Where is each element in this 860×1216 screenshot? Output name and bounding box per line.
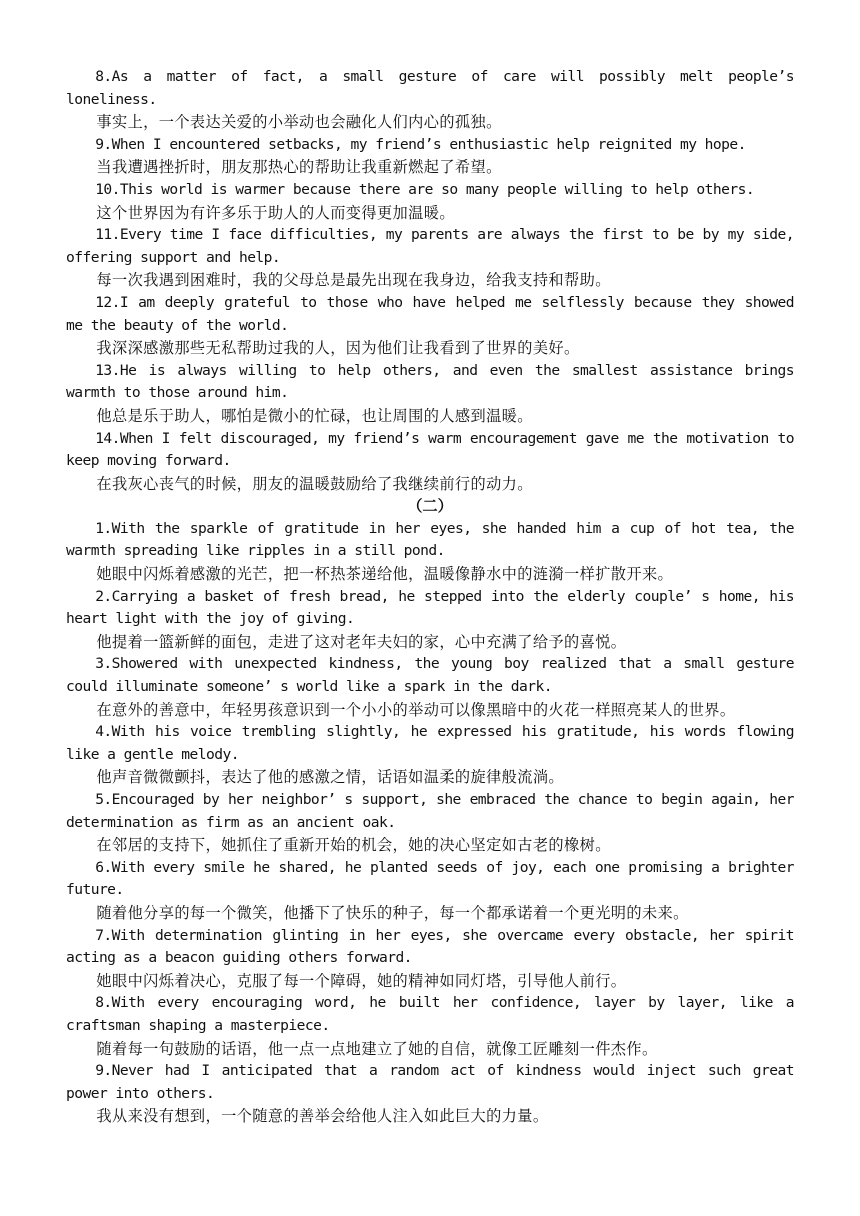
chinese-translation: 在邻居的支持下，她抓住了重新开始的机会，她的决心坚定如古老的橡树。 [96,836,611,855]
chinese-translation: 他提着一篮新鲜的面包，走进了这对老年夫妇的家，心中充满了给予的喜悦。 [96,632,627,651]
section-two [66,518,794,1128]
section-one [66,66,794,495]
english-sentence: 12.I am deeply grateful to those who have helped me selflessly because they showed me the beauty of the world. [66,293,794,334]
english-sentence: 9.Never had I anticipated that a random act of kindness would inject such great power into others. [66,1062,794,1102]
chinese-translation: 这个世界因为有许多乐于助人的人而变得更加温暖。 [96,203,455,222]
english-sentence: 8.With every encouraging word, he built her confidence, layer by layer, like a craftsman shaping a masterpiece. [66,994,794,1034]
document-page [66,66,794,1128]
chinese-translation: 她眼中闪烁着决心，克服了每一个障碍，她的精神如同灯塔，引导他人前行。 [96,971,627,990]
english-sentence: 14.When I felt discouraged, my friend’s warm encouragement gave me the motivation to keep moving forward. [66,429,794,470]
english-sentence: 5.Encouraged by her neighbor’ s support, she embraced the chance to begin again, her determination as firm as an ancient oak. [66,791,794,831]
english-sentence: 11.Every time I face difficulties, my parents are always the first to be by my side, offering support and help. [66,226,794,266]
english-sentence: 7.With determination glinting in her eyes, she overcame every obstacle, her spirit acting as a beacon guiding others forward. [66,926,794,967]
chinese-translation: 随着每一句鼓励的话语，他一点一点地建立了她的自信，就像工匠雕刻一件杰作。 [96,1039,658,1058]
english-sentence: 8.As a matter of fact, a small gesture of care will possibly melt people’s loneliness. [66,68,794,108]
english-sentence: 1.With the sparkle of gratitude in her eyes, she handed him a cup of hot tea, the warmth spreading like ripples in a still pond. [66,519,794,560]
section-heading: （二） [407,497,453,516]
english-sentence: 6.With every smile he shared, he planted seeds of joy, each one promising a brighter future. [66,858,794,899]
chinese-translation: 我从来没有想到，一个随意的善举会给他人注入如此巨大的力量。 [96,1107,549,1126]
english-sentence: 4.With his voice trembling slightly, he expressed his gratitude, his words flowing like a gentle melody. [66,723,794,763]
english-sentence: 2.Carrying a basket of fresh bread, he stepped into the elderly couple’ s home, his heart light with the joy of giving. [66,587,794,628]
chinese-translation: 在我灰心丧气的时候，朋友的温暖鼓励给了我继续前行的动力。 [96,474,533,493]
chinese-translation: 在意外的善意中，年轻男孩意识到一个小小的举动可以像黑暗中的火花一样照亮某人的世界。 [96,700,736,719]
chinese-translation: 当我遭遇挫折时，朋友那热心的帮助让我重新燃起了希望。 [96,158,502,177]
english-sentence: 10.This world is warmer because there are so many people willing to help others. [95,180,755,198]
chinese-translation: 他声音微微颤抖，表达了他的感激之情，话语如温柔的旋律般流淌。 [96,768,565,787]
chinese-translation: 他总是乐于助人，哪怕是微小的忙碌，也让周围的人感到温暖。 [96,406,533,425]
chinese-translation: 事实上，一个表达关爱的小举动也会融化人们内心的孤独。 [96,113,502,132]
chinese-translation: 她眼中闪烁着感激的光芒，把一杯热茶递给他，温暖像静水中的涟漪一样扩散开来。 [96,565,674,584]
chinese-translation: 随着他分享的每一个微笑，他播下了快乐的种子，每一个都承诺着一个更光明的未来。 [96,903,689,922]
chinese-translation: 每一次我遇到困难时，我的父母总是最先出现在我身边，给我支持和帮助。 [96,271,611,290]
english-sentence: 3.Showered with unexpected kindness, the young boy realized that a small gesture could illuminate someone’ s world like a spark in the dark. [66,655,794,696]
english-sentence: 13.He is always willing to help others, and even the smallest assistance brings warmth to those around him. [66,361,794,402]
english-sentence: 9.When I encountered setbacks, my friend’s enthusiastic help reignited my hope. [95,135,746,153]
chinese-translation: 我深深感激那些无私帮助过我的人，因为他们让我看到了世界的美好。 [96,339,580,358]
